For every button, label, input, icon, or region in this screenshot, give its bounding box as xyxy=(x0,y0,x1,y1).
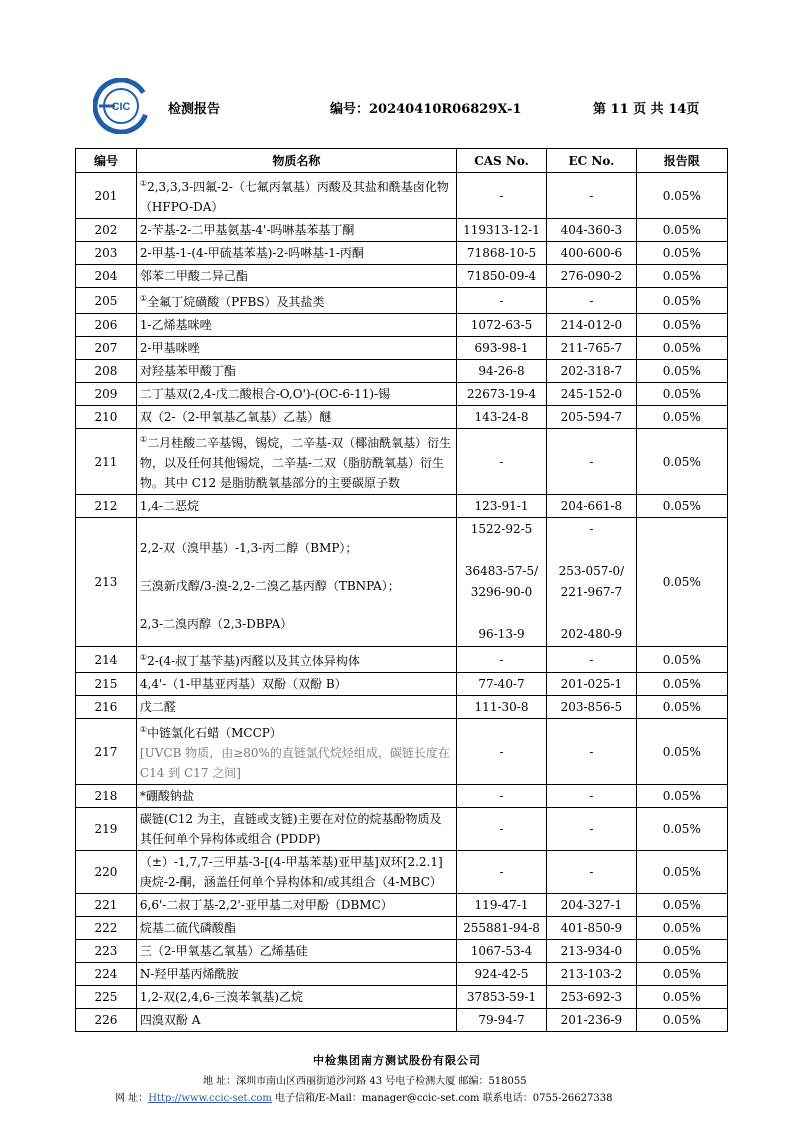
row-ec: 205-594-7 xyxy=(547,406,636,429)
row-limit: 0.05% xyxy=(636,1009,727,1032)
row-cas: 123-91-1 xyxy=(456,495,546,518)
row-no: 217 xyxy=(76,719,137,785)
row-no: 225 xyxy=(76,986,137,1009)
row-ec: 204-327-1 xyxy=(547,894,636,917)
row-name: 2-苄基-2-二甲基氨基-4'-吗啉基苯基丁酮 xyxy=(136,219,456,242)
row-no: 212 xyxy=(76,495,137,518)
row-no: 218 xyxy=(76,785,137,808)
ec-line: 221-967-7 xyxy=(560,585,623,599)
note-marker: ① xyxy=(139,179,148,188)
row-cas: 1067-53-4 xyxy=(456,940,546,963)
row-no: 206 xyxy=(76,314,137,337)
row-name: 四溴双酚 A xyxy=(136,1009,456,1032)
row-limit: 0.05% xyxy=(636,288,727,314)
row-limit: 0.05% xyxy=(636,219,727,242)
table-row xyxy=(76,673,728,696)
row-no: 216 xyxy=(76,696,137,719)
row-name-text: 二月桂酸二辛基锡，锡烷，二辛基-双（椰油酰氧基）衍生物，以及任何其他锡烷，二辛基-二双（脂肪酰氧基）衍生物。其中 C12 是脂肪酰氧基部分的主要碳原子数 xyxy=(139,436,452,490)
row-limit: 0.05% xyxy=(636,940,727,963)
row-ec: 204-661-8 xyxy=(547,495,636,518)
row-limit: 0.05% xyxy=(636,495,727,518)
row-name-text: 2-(4-叔丁基苄基)丙醛以及其立体异构体 xyxy=(147,654,360,668)
row-name: *硼酸钠盐 xyxy=(136,785,456,808)
note-marker: ① xyxy=(139,653,148,662)
svg-text:CIC: CIC xyxy=(111,101,131,113)
contact-line xyxy=(115,1089,612,1104)
cas-line xyxy=(460,603,543,624)
row-limit: 0.05% xyxy=(636,647,727,673)
table-row xyxy=(76,173,728,219)
row-ec: 401-850-9 xyxy=(547,917,636,940)
row-ec xyxy=(547,518,636,647)
row-ec: 245-152-0 xyxy=(547,383,636,406)
row-ec: 404-360-3 xyxy=(547,219,636,242)
row-cas: - xyxy=(456,785,546,808)
row-limit: 0.05% xyxy=(636,406,727,429)
row-cas: - xyxy=(456,647,546,673)
row-limit: 0.05% xyxy=(636,242,727,265)
table-row xyxy=(76,940,728,963)
row-ec: 214-012-0 xyxy=(547,314,636,337)
page-indicator: 第 11 页 共 14页 xyxy=(593,102,700,117)
row-name: 1,4-二恶烷 xyxy=(136,495,456,518)
row-cas xyxy=(456,518,546,647)
row-cas: 94-26-8 xyxy=(456,360,546,383)
row-cas: 79-94-7 xyxy=(456,1009,546,1032)
row-name: 1,2-双(2,4,6-三溴苯氧基)乙烷 xyxy=(136,986,456,1009)
table-row xyxy=(76,986,728,1009)
contact-info: 电子信箱/E-Mail：manager@ccic-set.com 联系电话：0755-26627338 xyxy=(271,1093,613,1104)
website-label: 网 址： xyxy=(115,1093,149,1104)
table-row xyxy=(76,406,728,429)
table-row xyxy=(76,785,728,808)
row-cas: - xyxy=(456,851,546,894)
row-limit: 0.05% xyxy=(636,173,727,219)
row-cas: 693-98-1 xyxy=(456,337,546,360)
website-link[interactable]: Http://www.ccic-set.com xyxy=(148,1093,272,1104)
row-no: 214 xyxy=(76,647,137,673)
row-limit: 0.05% xyxy=(636,894,727,917)
row-limit: 0.05% xyxy=(636,314,727,337)
row-ec: - xyxy=(547,719,636,785)
row-name: 双（2-（2-甲氧基乙氧基）乙基）醚 xyxy=(136,406,456,429)
row-name-text: 全氟丁烷磺酸（PFBS）及其盐类 xyxy=(147,295,325,309)
row-name: 2-甲基-1-(4-甲硫基苯基)-2-吗啉基-1-丙酮 xyxy=(136,242,456,265)
row-name: 2-甲基咪唑 xyxy=(136,337,456,360)
row-limit: 0.05% xyxy=(636,851,727,894)
row-ec: 276-090-2 xyxy=(547,265,636,288)
row-ec: - xyxy=(547,808,636,851)
column-header-ec: EC No. xyxy=(547,149,636,173)
row-no: 203 xyxy=(76,242,137,265)
ec-line xyxy=(550,603,632,624)
row-cas: 1072-63-5 xyxy=(456,314,546,337)
ec-line xyxy=(550,540,632,561)
row-name: 4,4'-（1-甲基亚丙基）双酚（双酚 B） xyxy=(136,673,456,696)
row-name-description: [UVCB 物质，由≥80%的直链氯代烷烃组成，碳链长度在 C14 到 C17 之间] xyxy=(139,746,450,780)
row-limit: 0.05% xyxy=(636,518,727,647)
row-no: 210 xyxy=(76,406,137,429)
table-row xyxy=(76,1009,728,1032)
row-no: 221 xyxy=(76,894,137,917)
row-name xyxy=(136,173,456,219)
row-limit: 0.05% xyxy=(636,719,727,785)
row-cas: 77-40-7 xyxy=(456,673,546,696)
row-name-line: 2,2-双（溴甲基）-1,3-丙二醇（BMP）； xyxy=(139,541,358,555)
row-name xyxy=(136,647,456,673)
row-ec: - xyxy=(547,785,636,808)
report-title: 检测报告 xyxy=(168,102,221,117)
row-cas: 119-47-1 xyxy=(456,894,546,917)
cas-line: 96-13-9 xyxy=(478,627,525,641)
row-limit: 0.05% xyxy=(636,360,727,383)
row-name: 碳链(C12 为主，直链或支链)主要在对位的烷基酚物质及其任何单个异构体或组合 (PDDP) xyxy=(136,808,456,851)
table-row xyxy=(76,696,728,719)
row-ec: 211-765-7 xyxy=(547,337,636,360)
row-name xyxy=(136,518,456,647)
company-address: 地 址：深圳市南山区西丽街道沙河路 43 号电子检测大厦 邮编：518055 xyxy=(203,1076,527,1087)
report-number: 编号：20240410R06829X-1 xyxy=(330,102,522,117)
report-header xyxy=(0,0,794,148)
table-row xyxy=(76,719,728,785)
row-name-text: 中链氯化石蜡（MCCP） xyxy=(147,726,282,740)
row-no: 215 xyxy=(76,673,137,696)
row-limit: 0.05% xyxy=(636,337,727,360)
table-row xyxy=(76,242,728,265)
row-cas: 111-30-8 xyxy=(456,696,546,719)
row-cas: 37853-59-1 xyxy=(456,986,546,1009)
row-limit: 0.05% xyxy=(636,673,727,696)
row-no: 209 xyxy=(76,383,137,406)
row-name xyxy=(136,719,456,785)
row-limit: 0.05% xyxy=(636,429,727,495)
table-row xyxy=(76,963,728,986)
table-row xyxy=(76,429,728,495)
row-cas: 71850-09-4 xyxy=(456,265,546,288)
row-name: 烷基二硫代磷酸酯 xyxy=(136,917,456,940)
row-ec: 202-318-7 xyxy=(547,360,636,383)
column-header-limit: 报告限 xyxy=(636,149,727,173)
row-cas: 255881-94-8 xyxy=(456,917,546,940)
table-row xyxy=(76,360,728,383)
row-name-text: 2,3,3,3-四氟-2-（七氟丙氧基）丙酸及其盐和酰基卤化物（HFPO-DA） xyxy=(139,180,449,214)
row-name xyxy=(136,429,456,495)
table-row xyxy=(76,851,728,894)
ec-line: 202-480-9 xyxy=(560,627,623,641)
note-marker: ① xyxy=(139,725,148,734)
company-name: 中检集团南方测试股份有限公司 xyxy=(313,1054,481,1067)
cas-line: 3296-90-0 xyxy=(470,585,533,599)
row-name-line: 2,3-二溴丙醇（2,3-DBPA） xyxy=(139,617,293,631)
column-header-no: 编号 xyxy=(76,149,137,173)
row-limit: 0.05% xyxy=(636,986,727,1009)
row-ec: 213-934-0 xyxy=(547,940,636,963)
row-limit: 0.05% xyxy=(636,917,727,940)
row-no: 201 xyxy=(76,173,137,219)
row-name-line: 三溴新戊醇/3-溴-2,2-二溴乙基丙醇（TBNPA）； xyxy=(139,579,400,593)
row-limit: 0.05% xyxy=(636,383,727,406)
row-name: 戊二醛 xyxy=(136,696,456,719)
row-no: 204 xyxy=(76,265,137,288)
row-no: 213 xyxy=(76,518,137,647)
row-name: 1-乙烯基咪唑 xyxy=(136,314,456,337)
row-name: 对羟基苯甲酸丁酯 xyxy=(136,360,456,383)
row-limit: 0.05% xyxy=(636,696,727,719)
row-ec: - xyxy=(547,647,636,673)
row-ec: 201-025-1 xyxy=(547,673,636,696)
ec-line: - xyxy=(589,522,594,536)
table-row xyxy=(76,383,728,406)
row-name xyxy=(136,288,456,314)
cas-line: 1522-92-5 xyxy=(470,522,533,536)
row-no: 220 xyxy=(76,851,137,894)
row-cas: - xyxy=(456,808,546,851)
row-ec: - xyxy=(547,429,636,495)
column-header-name: 物质名称 xyxy=(136,149,456,173)
cas-line: 36483-57-5/ xyxy=(464,564,539,578)
row-ec: 203-856-5 xyxy=(547,696,636,719)
cas-line xyxy=(460,540,543,561)
row-ec: 400-600-6 xyxy=(547,242,636,265)
row-cas: - xyxy=(456,173,546,219)
row-limit: 0.05% xyxy=(636,808,727,851)
row-cas: - xyxy=(456,719,546,785)
row-ec: - xyxy=(547,851,636,894)
row-cas: 119313-12-1 xyxy=(456,219,546,242)
row-no: 207 xyxy=(76,337,137,360)
table-row xyxy=(76,518,728,647)
ec-line: 253-057-0/ xyxy=(558,564,625,578)
row-name: 邻苯二甲酸二异己酯 xyxy=(136,265,456,288)
table-row xyxy=(76,219,728,242)
row-name: 三（2-甲氧基乙氧基）乙烯基硅 xyxy=(136,940,456,963)
row-name: N-羟甲基丙烯酰胺 xyxy=(136,963,456,986)
row-no: 223 xyxy=(76,940,137,963)
table-row xyxy=(76,314,728,337)
row-no: 226 xyxy=(76,1009,137,1032)
row-no: 222 xyxy=(76,917,137,940)
row-name: （±）-1,7,7-三甲基-3-[(4-甲基苯基)亚甲基]双环[2.2.1]庚烷-2-酮，涵盖任何单个异构体和/或其组合（4-MBC） xyxy=(136,851,456,894)
table-row xyxy=(76,917,728,940)
row-no: 219 xyxy=(76,808,137,851)
table-row xyxy=(76,808,728,851)
note-marker: ① xyxy=(139,435,148,444)
note-marker: ① xyxy=(139,294,148,303)
row-ec: 201-236-9 xyxy=(547,1009,636,1032)
table-row xyxy=(76,647,728,673)
row-ec: 213-103-2 xyxy=(547,963,636,986)
table-row xyxy=(76,288,728,314)
table-row xyxy=(76,337,728,360)
row-limit: 0.05% xyxy=(636,785,727,808)
row-cas: - xyxy=(456,429,546,495)
row-no: 205 xyxy=(76,288,137,314)
row-cas: 71868-10-5 xyxy=(456,242,546,265)
row-cas: 143-24-8 xyxy=(456,406,546,429)
row-limit: 0.05% xyxy=(636,963,727,986)
row-cas: 22673-19-4 xyxy=(456,383,546,406)
row-ec: - xyxy=(547,173,636,219)
substance-table xyxy=(75,148,728,1032)
table-row xyxy=(76,894,728,917)
row-name: 6,6'-二叔丁基-2,2'-亚甲基二对甲酚（DBMC） xyxy=(136,894,456,917)
cic-logo-icon xyxy=(93,78,149,134)
row-no: 208 xyxy=(76,360,137,383)
row-cas: 924-42-5 xyxy=(456,963,546,986)
row-name: 二丁基双(2,4-戊二酸根合-O,O')-(OC-6-11)-锡 xyxy=(136,383,456,406)
row-limit: 0.05% xyxy=(636,265,727,288)
row-ec: - xyxy=(547,288,636,314)
row-no: 211 xyxy=(76,429,137,495)
row-no: 202 xyxy=(76,219,137,242)
row-ec: 253-692-3 xyxy=(547,986,636,1009)
table-row xyxy=(76,265,728,288)
column-header-cas: CAS No. xyxy=(456,149,546,173)
row-cas: - xyxy=(456,288,546,314)
table-header-row xyxy=(76,149,728,173)
row-no: 224 xyxy=(76,963,137,986)
table-row xyxy=(76,495,728,518)
